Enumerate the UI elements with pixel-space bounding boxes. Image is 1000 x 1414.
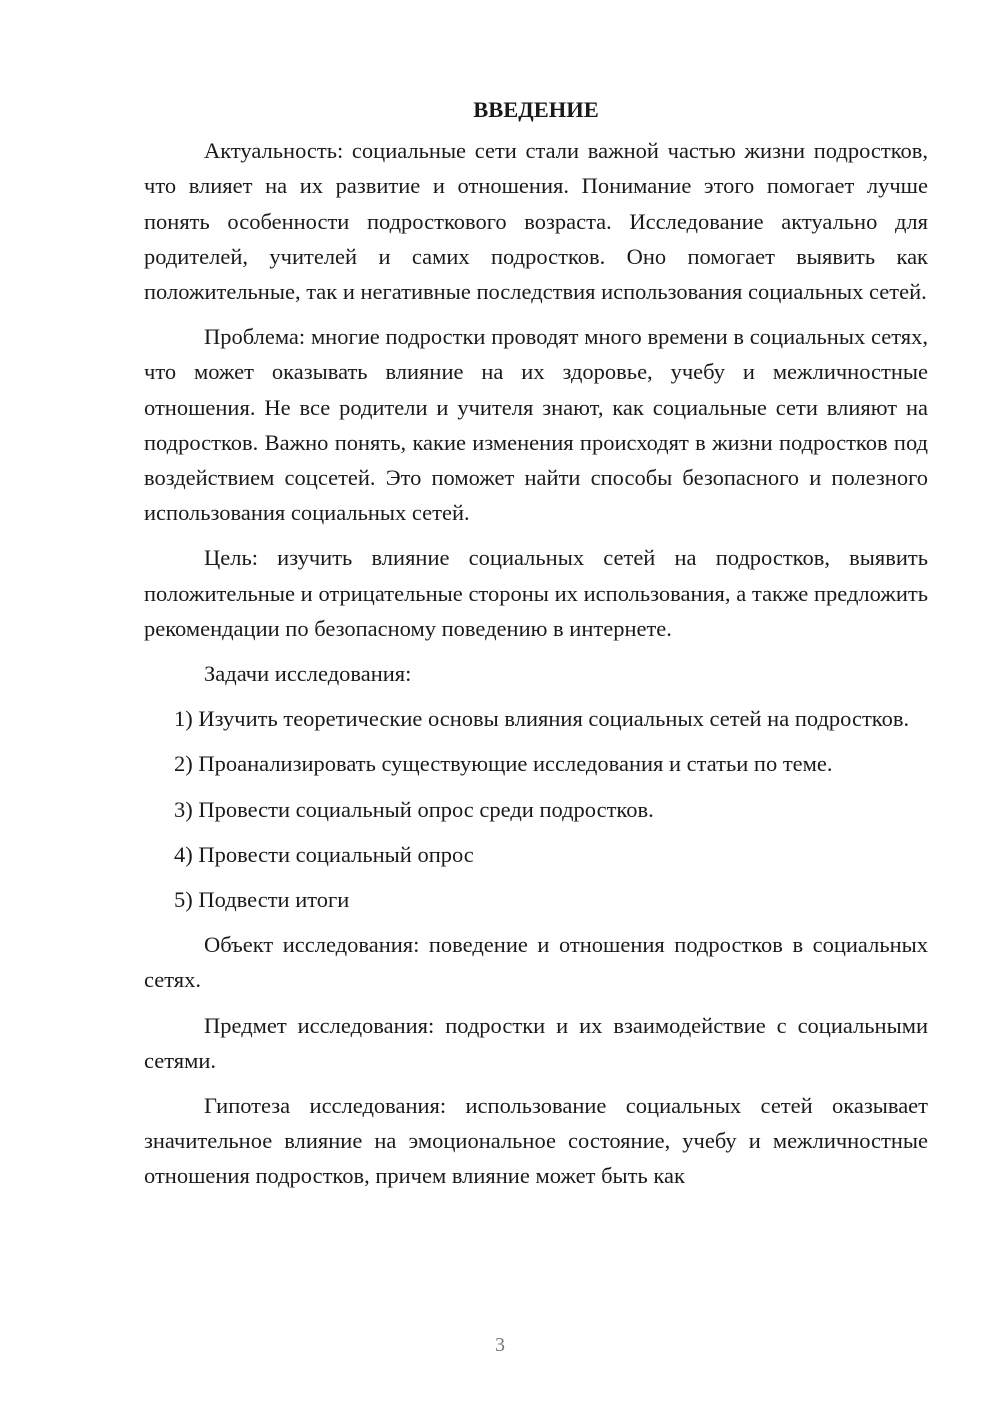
paragraph-subject: Предмет исследования: подростки и их взаимодействие с социальными сетями. [144, 1012, 928, 1073]
task-item-3: 3) Провести социальный опрос среди подростков. [174, 796, 654, 822]
task-item-4: 4) Провести социальный опрос [174, 841, 474, 867]
task-item-5: 5) Подвести итоги [174, 887, 350, 913]
paragraph-problem: Проблема: многие подростки проводят много времени в социальных сетях, что может оказывать влияние на их здоровье, учебу и межличностные отношения. Не все родители и учителя знают, как социальные сети влияют на подростков. Важно понять, какие изменения происходят в жизни подростков под воздействием соцсетей. Это поможет найти способы безопасного и полезного использования социальных сетей. [144, 324, 928, 526]
page-title: ВВЕДЕНИЕ [473, 97, 599, 122]
tasks-heading: Задачи исследования: [204, 661, 412, 687]
paragraph-hypothesis: Гипотеза исследования: использование социальных сетей оказывает значительное влияние на эмоциональное состояние, учебу и межличностные отношения подростков, причем влияние может быть как [144, 1093, 928, 1189]
document-page [144, 92, 928, 1194]
paragraph-goal: Цель: изучить влияние социальных сетей на подростков, выявить положительные и отрицательные стороны их использования, а также предложить рекомендации по безопасному поведению в интернете. [144, 545, 928, 641]
paragraph-relevance: Актуальность: социальные сети стали важной частью жизни подростков, что влияет на их развитие и отношения. Понимание этого помогает лучше понять особенности подросткового возраста. Исследование актуально для родителей, учителей и самих подростков. Оно помогает выявить как положительные, так и негативные последствия использования социальных сетей. [144, 138, 928, 305]
task-item-1: 1) Изучить теоретические основы влияния социальных сетей на подростков. [174, 706, 910, 732]
paragraph-object: Объект исследования: поведение и отношения подростков в социальных сетях. [144, 932, 928, 993]
page-number: 3 [495, 1334, 505, 1356]
task-item-2: 2) Проанализировать существующие исследования и статьи по теме. [174, 751, 833, 777]
